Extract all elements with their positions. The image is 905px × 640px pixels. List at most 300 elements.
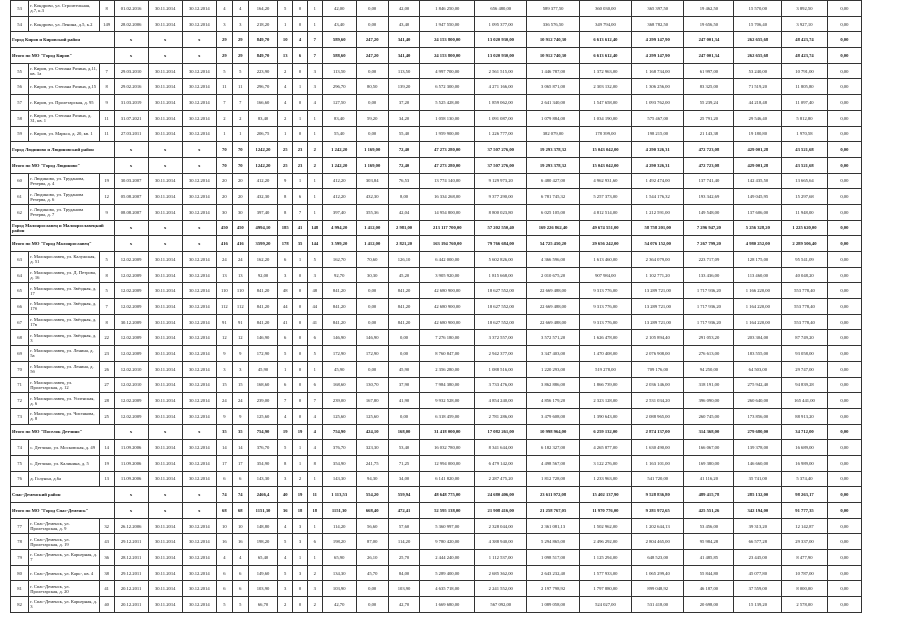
table-cell: 19	[293, 487, 308, 503]
table-cell: 4 962 931,60	[579, 173, 631, 189]
table-cell: 42,70	[322, 597, 356, 613]
table-cell: 1 797 880,00	[579, 581, 631, 597]
table-cell: 841,20	[322, 314, 356, 330]
table-cell: 9	[216, 408, 232, 424]
table-cell: 148	[307, 220, 322, 236]
address-cell: г. Киров, ул. Пролетарская, д. 95	[29, 95, 100, 111]
table-cell: 0,00	[827, 252, 861, 268]
table-cell: 9	[278, 173, 293, 189]
table-cell: 0,00	[356, 314, 388, 330]
table-cell: 489 415,78	[684, 487, 734, 503]
table-cell: 841,20	[248, 299, 278, 315]
table-cell: 355,36	[356, 204, 388, 220]
table-cell: 553 778,40	[782, 283, 828, 299]
table-cell: 130,70	[356, 377, 388, 393]
table-cell: 1	[307, 1, 322, 17]
address-cell: г. Киров, ул. Степана Разина, д.11, кв. 1а	[29, 63, 100, 79]
table-cell: 37,90	[388, 377, 420, 393]
address-cell: с. Детчино, ул. Калинина, д. 5	[29, 455, 100, 471]
table-cell: 20.12.2011	[114, 597, 148, 613]
table-cell: 103,90	[322, 581, 356, 597]
table-cell: 213 117 700,00	[420, 220, 475, 236]
table-cell: 125,60	[322, 408, 356, 424]
table-cell: 1	[293, 550, 308, 566]
table-cell: 2	[278, 110, 293, 126]
table-cell: 166,60	[248, 95, 278, 111]
table-cell: 2	[293, 471, 308, 487]
address-cell: г. Кондрово, ул. Строительная, д.7, к.3	[29, 1, 100, 17]
table-cell: 11	[216, 79, 232, 95]
address-cell: г. Малоярославец, ул. Д. Петрова, д. 16	[29, 267, 100, 283]
table-cell: 42,04	[388, 204, 420, 220]
table-cell: 450	[216, 220, 232, 236]
table-cell: 6	[307, 377, 322, 393]
table-cell: 8	[278, 189, 293, 205]
table-cell: 74	[216, 487, 232, 503]
table-cell: 70	[11, 361, 29, 377]
housing-program-table	[10, 0, 862, 613]
table-cell: 2 105 894,40	[632, 330, 684, 346]
table-cell: 2 328 044,00	[475, 518, 527, 534]
table-cell: 4	[278, 408, 293, 424]
table-cell: 77	[11, 518, 29, 534]
table-cell: 34 712,00	[782, 424, 828, 440]
table-cell: 40	[278, 487, 293, 503]
table-cell: 15 043 042,00	[579, 157, 631, 173]
address-cell: г. Спас-Деменск, ул. Карьерная, д. 3	[29, 597, 100, 613]
table-cell: 9 932 528,00	[420, 393, 475, 409]
table-cell: 19	[293, 424, 308, 440]
table-cell: 30.12.2014	[182, 408, 216, 424]
table-cell: x	[114, 236, 148, 252]
table-cell: 8 000,00	[782, 581, 828, 597]
table-cell: 1 306 256,00	[632, 79, 684, 95]
table-cell: 0,00	[827, 110, 861, 126]
table-cell: 87,00	[356, 534, 388, 550]
table-cell: 0,00	[827, 267, 861, 283]
table-cell: 26,10	[356, 550, 388, 566]
table-cell: 26.12.2006	[114, 518, 148, 534]
table-cell: 3 862 886,00	[527, 377, 579, 393]
table-cell: 1 168 734,00	[632, 63, 684, 79]
table-cell: 21 143,38	[684, 126, 734, 142]
table-cell: 4 299 147,90	[632, 32, 684, 48]
table-cell: 43,40	[388, 16, 420, 32]
table-cell: 42,70	[388, 597, 420, 613]
table-cell: 169 226 862,40	[527, 220, 579, 236]
table-cell: 899 048,92	[632, 581, 684, 597]
table-row	[11, 173, 862, 189]
table-cell: 7 276 180,00	[420, 330, 475, 346]
table-cell: 49 674 551,00	[579, 220, 631, 236]
table-cell: 223 717,09	[684, 252, 734, 268]
table-cell: 72	[11, 393, 29, 409]
table-cell: 2 010 675,20	[527, 267, 579, 283]
table-cell: 4	[216, 1, 232, 17]
table-cell: 17	[232, 455, 248, 471]
table-cell: 7	[278, 393, 293, 409]
table-cell: 223,90	[248, 63, 278, 79]
table-cell: 1 613 460,00	[579, 252, 631, 268]
table-cell: 30.12.2014	[182, 550, 216, 566]
table-cell: 1	[307, 361, 322, 377]
table-row	[11, 204, 862, 220]
table-cell: 42,00	[322, 1, 356, 17]
table-cell: 4 299 147,90	[632, 48, 684, 64]
table-cell: 2 496 292,00	[579, 534, 631, 550]
table-cell: 30.12.2009	[114, 314, 148, 330]
table-cell: 42 680 900,00	[420, 283, 475, 299]
table-cell: 149 548,00	[684, 204, 734, 220]
table-cell: x	[148, 32, 182, 48]
table-cell: 44 218,48	[734, 95, 782, 111]
table-cell: 15 297,68	[782, 189, 828, 205]
table-cell: 30.11.2014	[148, 471, 182, 487]
table-cell: 303,84	[356, 173, 388, 189]
table-cell: 25	[278, 157, 293, 173]
table-cell: 5	[278, 440, 293, 456]
table-cell: 218,20	[248, 16, 278, 32]
table-cell: 65,40	[248, 550, 278, 566]
table-cell: 6 572 300,00	[420, 79, 475, 95]
table-cell: 450	[232, 220, 248, 236]
table-cell: 143,30	[322, 471, 356, 487]
table-cell: 198 215,00	[632, 126, 684, 142]
table-cell: 72,40	[388, 142, 420, 158]
table-cell: 709 176,00	[632, 361, 684, 377]
table-row	[11, 471, 862, 487]
address-cell: г. Малоярославец, ул. Звёздная, д. 3	[29, 330, 100, 346]
table-cell: 172,90	[322, 346, 356, 362]
table-cell: 1 502 962,00	[579, 518, 631, 534]
table-cell: 178	[278, 236, 293, 252]
table-cell: 341,40	[388, 32, 420, 48]
table-cell: 4	[216, 550, 232, 566]
table-cell: 296,70	[322, 79, 356, 95]
table-cell: x	[148, 220, 182, 236]
table-row	[11, 440, 862, 456]
table-cell: 30.11.2014	[148, 63, 182, 79]
table-cell: 15 706,40	[734, 16, 782, 32]
address-cell: г. Малоярославец, ул. Звёздная, д. 17в	[29, 314, 100, 330]
table-cell: 37 507 276,00	[475, 157, 527, 173]
table-cell: 45 077,80	[734, 565, 782, 581]
table-cell: 1242,20	[248, 157, 278, 173]
table-cell: 11	[232, 79, 248, 95]
table-cell: 1 169,00	[356, 142, 388, 158]
table-cell: 55 239,24	[684, 95, 734, 111]
table-cell: 74	[232, 487, 248, 503]
table-cell: 54	[11, 16, 29, 32]
table-cell: 6 442 000,00	[420, 252, 475, 268]
table-cell: 24	[216, 393, 232, 409]
table-cell: 1 164 220,00	[734, 314, 782, 330]
table-cell: 1 091 087,00	[475, 110, 527, 126]
table-cell: 30.12.2014	[182, 455, 216, 471]
table-cell: 14 954 800,00	[420, 204, 475, 220]
table-cell: 3 347 403,00	[527, 346, 579, 362]
table-cell: 35	[216, 424, 232, 440]
table-cell: 2 804 465,00	[632, 534, 684, 550]
table-cell: 2 641 340,00	[527, 95, 579, 111]
table-cell: 262 655,68	[734, 32, 782, 48]
table-cell: 7	[232, 95, 248, 111]
table-cell: 20	[232, 173, 248, 189]
table-cell: 1	[307, 518, 322, 534]
subtotal-row	[11, 157, 862, 173]
table-cell: 1 089 058,00	[527, 597, 579, 613]
table-cell: 43 521,68	[782, 142, 828, 158]
table-cell: 0	[293, 95, 308, 111]
table-row	[11, 79, 862, 95]
table-cell: 541 720,00	[632, 471, 684, 487]
table-cell: 12.02.2009	[114, 346, 148, 362]
table-cell: 172,90	[248, 346, 278, 362]
table-cell: 22 669 488,00	[527, 314, 579, 330]
table-cell: 1 065 299,40	[632, 565, 684, 581]
table-cell: 5	[99, 283, 114, 299]
table-cell: 76	[11, 471, 29, 487]
table-cell: 2 942 377,00	[475, 346, 527, 362]
table-cell: 12	[99, 189, 114, 205]
table-cell: 3 572 571,20	[527, 330, 579, 346]
table-cell: 519 278,00	[579, 361, 631, 377]
table-cell: 24 680 406,00	[475, 487, 527, 503]
table-cell: 0	[293, 581, 308, 597]
table-cell: 6 613 612,40	[579, 32, 631, 48]
table-cell: 1 088 516,00	[475, 361, 527, 377]
table-cell: 2 088 965,00	[632, 408, 684, 424]
table-cell: 13 289 721,00	[632, 283, 684, 299]
table-cell: 4 994,20	[322, 220, 356, 236]
table-cell: 45,20	[388, 267, 420, 283]
table-cell: 9 313 776,00	[579, 314, 631, 330]
table-cell: 59	[11, 126, 29, 142]
table-cell: 30.12.2014	[182, 267, 216, 283]
table-cell: 66,70	[248, 597, 278, 613]
table-cell: 2	[307, 157, 322, 173]
table-cell: 341,40	[388, 48, 420, 64]
table-cell: 412,20	[248, 173, 278, 189]
table-cell: 37 507 276,00	[475, 142, 527, 158]
table-cell: 1 079 884,00	[527, 110, 579, 126]
table-cell: 554,20	[356, 487, 388, 503]
table-cell: 1 717 936,20	[684, 314, 734, 330]
table-cell: 841,20	[388, 314, 420, 330]
table-cell: 3 372 557,00	[475, 330, 527, 346]
table-cell: 397,40	[322, 204, 356, 220]
table-cell: 3	[293, 565, 308, 581]
table-cell: 146,90	[356, 330, 388, 346]
table-cell: 2	[307, 597, 322, 613]
table-cell: 6 025 105,00	[527, 204, 579, 220]
table-cell: 144	[307, 236, 322, 252]
table-cell: 6	[278, 377, 293, 393]
table-cell: 589,60	[322, 32, 356, 48]
table-cell: 110	[232, 283, 248, 299]
table-cell: 31.07.2021	[114, 110, 148, 126]
table-cell: 849,70	[248, 32, 278, 48]
table-cell: 279 680,00	[734, 424, 782, 440]
table-cell: x	[148, 424, 182, 440]
table-cell: 416	[216, 236, 232, 252]
subtotal-row	[11, 48, 862, 64]
table-cell: 4 290 326,31	[632, 157, 684, 173]
table-cell: 0	[293, 361, 308, 377]
table-cell: 0,00	[356, 1, 388, 17]
table-cell: 2 241 552,00	[475, 581, 527, 597]
table-cell: 110	[216, 283, 232, 299]
table-row	[11, 1, 862, 17]
table-cell: 198,20	[248, 534, 278, 550]
table-cell: 841,20	[248, 283, 278, 299]
table-cell: 16 689,00	[782, 440, 828, 456]
table-cell: 1	[293, 455, 308, 471]
table-cell: 4	[307, 408, 322, 424]
table-cell: 841,20	[322, 299, 356, 315]
table-cell: x	[182, 48, 216, 64]
table-row	[11, 518, 862, 534]
table-cell: 34,20	[388, 110, 420, 126]
table-cell: 139 378,00	[734, 440, 782, 456]
table-cell: 3	[293, 518, 308, 534]
table-cell: 149,60	[248, 565, 278, 581]
table-cell: 18 627 552,00	[475, 283, 527, 299]
table-cell: 48	[278, 283, 293, 299]
table-cell: 137 741,40	[684, 173, 734, 189]
table-cell: 1 866 739,00	[579, 377, 631, 393]
table-cell: 2466,4	[248, 487, 278, 503]
table-cell: 247,20	[356, 48, 388, 64]
table-cell: 0	[293, 299, 308, 315]
table-cell: 112	[232, 299, 248, 315]
table-cell: 88 913,20	[782, 408, 828, 424]
table-cell: 168,60	[248, 377, 278, 393]
table-cell: 432,30	[248, 189, 278, 205]
table-cell: 472 723,08	[684, 157, 734, 173]
table-cell: 2 303 132,00	[579, 79, 631, 95]
table-cell: 185	[278, 220, 293, 236]
table-cell: 14	[99, 440, 114, 456]
table-cell: x	[182, 157, 216, 173]
table-cell: 8	[278, 204, 293, 220]
table-cell: 91	[216, 314, 232, 330]
table-cell: 28.12.2011	[114, 550, 148, 566]
table-cell: 0	[293, 330, 308, 346]
table-cell: 4	[232, 1, 248, 17]
table-cell: 1 226 777,00	[475, 126, 527, 142]
table-cell: 32	[99, 518, 114, 534]
table-cell: 0,00	[827, 581, 861, 597]
table-cell: 39 313,20	[734, 518, 782, 534]
table-cell: 0	[293, 346, 308, 362]
table-cell: 34,00	[388, 471, 420, 487]
table-cell: 30.11.2014	[148, 252, 182, 268]
table-cell: x	[182, 424, 216, 440]
table-cell: 13 020 930,00	[475, 32, 527, 48]
table-cell: 19	[278, 424, 293, 440]
table-cell: 80	[11, 565, 29, 581]
table-cell: 16	[232, 534, 248, 550]
table-cell: x	[114, 220, 148, 236]
table-cell: 91	[232, 314, 248, 330]
table-cell: 1	[293, 252, 308, 268]
table-cell: 3	[232, 16, 248, 32]
table-cell: 163 194 760,00	[420, 236, 475, 252]
table-cell: 45,90	[322, 361, 356, 377]
table-cell: 0,00	[827, 220, 861, 236]
table-cell: 1	[307, 16, 322, 32]
table-cell: 41 116,20	[684, 471, 734, 487]
table-cell: 162,20	[248, 252, 278, 268]
table-cell: 4	[278, 79, 293, 95]
table-cell: 1	[307, 173, 322, 189]
table-cell: 3	[307, 79, 322, 95]
table-cell: 62	[11, 204, 29, 220]
table-cell: 4 854 240,00	[475, 393, 527, 409]
table-cell: 18	[293, 503, 308, 519]
table-cell: 30.12.2014	[182, 16, 216, 32]
table-cell: 24	[232, 252, 248, 268]
table-cell: 61	[11, 189, 29, 205]
table-cell: 19 656,50	[684, 16, 734, 32]
table-cell: 19 462,50	[684, 1, 734, 17]
table-cell: 1 169,00	[356, 157, 388, 173]
table-cell: 30.12.2014	[182, 299, 216, 315]
table-cell: 416	[232, 236, 248, 252]
table-cell: 1 166 220,00	[734, 283, 782, 299]
table-cell: 10	[232, 518, 248, 534]
table-cell: 365 397,50	[632, 1, 684, 17]
table-cell: 7 267 799,20	[684, 236, 734, 252]
table-cell: 1 846 250,00	[420, 1, 475, 17]
table-cell: 57,60	[388, 518, 420, 534]
table-cell: 0,00	[827, 189, 861, 205]
table-cell: 0,00	[356, 597, 388, 613]
table-cell: 1	[216, 126, 232, 142]
table-cell: x	[182, 503, 216, 519]
table-cell: 841,20	[248, 314, 278, 330]
table-cell: 0,00	[827, 346, 861, 362]
table-row	[11, 346, 862, 362]
table-cell: 6 259 132,00	[579, 424, 631, 440]
table-cell: 146,90	[322, 330, 356, 346]
table-cell: 849,70	[248, 48, 278, 64]
table-cell: 6	[278, 252, 293, 268]
address-cell: г. Людиново, ул. Труданова Резерва, д. 7	[29, 204, 100, 220]
table-cell: 25	[99, 408, 114, 424]
table-cell: 30.12.2014	[182, 534, 216, 550]
table-row	[11, 534, 862, 550]
table-cell: 2 287 475,20	[475, 471, 527, 487]
table-cell: 206,75	[248, 126, 278, 142]
table-cell: x	[148, 236, 182, 252]
table-cell: 79	[11, 550, 29, 566]
table-cell: 336 576,50	[527, 16, 579, 32]
table-cell: 4 366 596,00	[527, 252, 579, 268]
table-cell: 0,00	[356, 361, 388, 377]
table-cell: 0,00	[827, 550, 861, 566]
table-cell: 35	[293, 236, 308, 252]
table-cell: 0	[293, 314, 308, 330]
table-cell: 0,00	[388, 408, 420, 424]
table-cell: 56	[11, 79, 29, 95]
table-cell: 2 821,20	[388, 236, 420, 252]
table-cell: 47 273 280,00	[420, 142, 475, 158]
table-cell: 30.12.2014	[182, 581, 216, 597]
table-cell: 103,90	[248, 581, 278, 597]
table-cell: 1 947 550,00	[420, 16, 475, 32]
